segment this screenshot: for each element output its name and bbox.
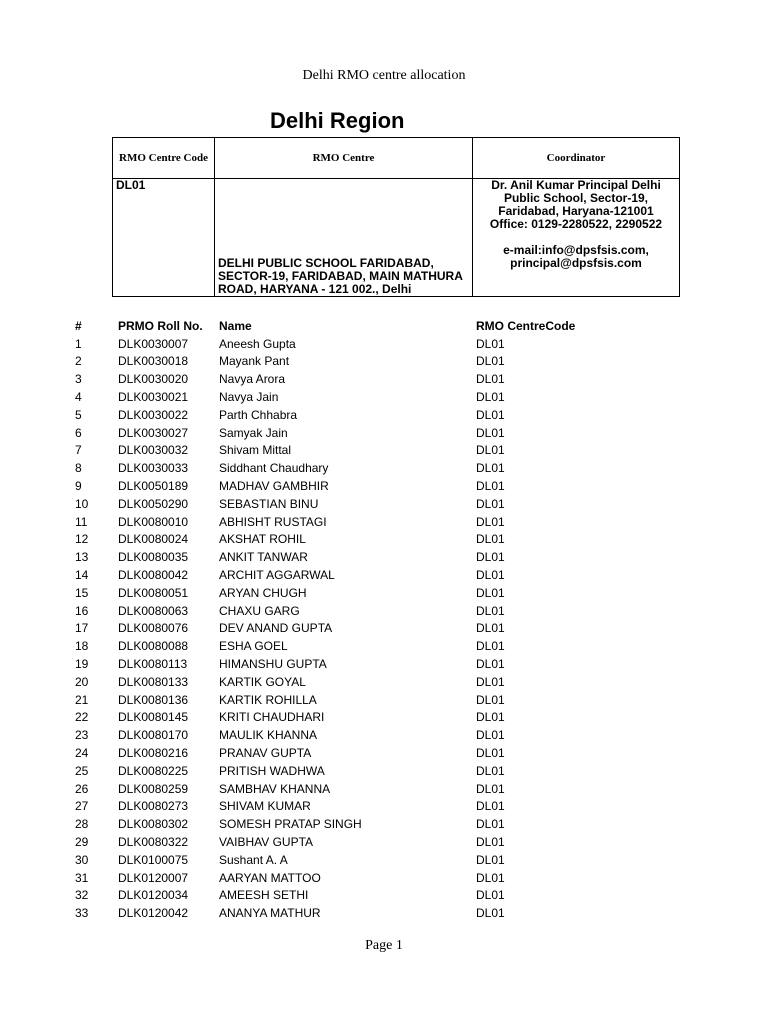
row-number: 7 xyxy=(75,443,82,458)
row-number: 11 xyxy=(75,514,88,529)
centre-code-cell: DL01 xyxy=(476,407,505,422)
centre-code-cell: DL01 xyxy=(476,674,505,689)
roll-number: DLK0080010 xyxy=(118,514,189,529)
centre-code-cell: DL01 xyxy=(476,781,505,796)
coordinator-details xyxy=(473,179,680,297)
centre-code-cell: DL01 xyxy=(476,888,505,903)
roll-number: DLK0030007 xyxy=(118,336,189,351)
header-centre: RMO Centre xyxy=(215,138,473,179)
coordinator-email: e-mail:info@dpsfsis.com, xyxy=(503,243,649,257)
student-table xyxy=(72,317,616,922)
roll-number: DLK0120034 xyxy=(118,888,189,903)
coordinator-line: Public School, Sector-19, xyxy=(503,191,649,205)
table-row xyxy=(72,780,616,798)
row-number: 20 xyxy=(75,674,89,689)
centre-code-cell: DL01 xyxy=(476,568,505,583)
row-number: 27 xyxy=(75,799,89,814)
student-name: Mayank Pant xyxy=(219,354,290,369)
col-header-name: Name xyxy=(219,318,252,333)
centre-code: DL01 xyxy=(113,179,215,297)
region-title: Delhi Region xyxy=(270,108,405,133)
student-name: PRANAV GUPTA xyxy=(219,746,312,761)
col-header-centre-code: RMO CentreCode xyxy=(476,318,576,333)
row-number: 28 xyxy=(75,817,89,832)
table-row xyxy=(72,602,616,620)
coordinator-line: Faridabad, Haryana-121001 xyxy=(498,204,654,218)
row-number: 16 xyxy=(75,603,89,618)
row-number: 26 xyxy=(75,781,89,796)
row-number: 24 xyxy=(75,746,89,761)
student-name: SOMESH PRATAP SINGH xyxy=(219,817,362,832)
table-row xyxy=(72,531,616,549)
col-header-roll: PRMO Roll No. xyxy=(118,318,203,333)
student-name: ABHISHT RUSTAGI xyxy=(219,514,327,529)
student-name: ARCHIT AGGARWAL xyxy=(219,568,335,583)
centre-code-cell: DL01 xyxy=(476,621,505,636)
row-number: 13 xyxy=(75,550,89,565)
roll-number: DLK0080225 xyxy=(118,763,189,778)
student-name: MAULIK KHANNA xyxy=(219,728,318,743)
centre-code-cell: DL01 xyxy=(476,906,505,921)
table-row xyxy=(72,548,616,566)
centre-code-cell: DL01 xyxy=(476,835,505,849)
student-name: KARTIK ROHILLA xyxy=(219,692,317,707)
roll-number: DLK0100075 xyxy=(118,852,189,867)
student-name: AMEESH SETHI xyxy=(219,888,309,903)
row-number: 9 xyxy=(75,479,82,494)
student-name: SEBASTIAN BINU xyxy=(219,496,319,511)
roll-number: DLK0080170 xyxy=(118,728,189,743)
centre-code-cell: DL01 xyxy=(476,746,505,761)
table-row xyxy=(72,726,616,744)
table-row xyxy=(72,477,616,495)
roll-number: DLK0080035 xyxy=(118,550,189,565)
table-row xyxy=(72,655,616,673)
centre-code-cell: DL01 xyxy=(476,692,505,707)
student-name: KRITI CHAUDHARI xyxy=(219,710,325,725)
student-name: ANKIT TANWAR xyxy=(219,550,308,565)
roll-number: DLK0080136 xyxy=(118,692,189,707)
table-row xyxy=(72,353,616,371)
student-name: ARYAN CHUGH xyxy=(219,585,307,600)
student-name: VAIBHAV GUPTA xyxy=(219,835,314,849)
roll-number: DLK0030027 xyxy=(118,425,189,440)
centre-code-cell: DL01 xyxy=(476,390,505,405)
row-number: 6 xyxy=(75,425,82,440)
centre-code-cell: DL01 xyxy=(476,479,505,494)
roll-number: DLK0080063 xyxy=(118,603,189,618)
centre-code-cell: DL01 xyxy=(476,354,505,369)
roll-number: DLK0080145 xyxy=(118,710,189,725)
centre-code-cell: DL01 xyxy=(476,514,505,529)
col-header-number: # xyxy=(75,318,82,333)
student-name: HIMANSHU GUPTA xyxy=(219,657,327,672)
table-row xyxy=(72,620,616,638)
roll-number: DLK0080302 xyxy=(118,817,189,832)
roll-number: DLK0080042 xyxy=(118,568,189,583)
centre-code-cell: DL01 xyxy=(476,336,505,351)
centre-name: DELHI PUBLIC SCHOOL FARIDABAD, SECTOR-19, FARIDABAD, MAIN MATHURA ROAD, HARYANA - 121 002., Delhi xyxy=(215,179,473,297)
centre-code-cell: DL01 xyxy=(476,550,505,565)
table-row xyxy=(72,887,616,905)
centre-code-cell: DL01 xyxy=(476,817,505,832)
student-rows xyxy=(72,335,616,922)
row-number: 1 xyxy=(75,336,82,351)
page-header: Delhi RMO centre allocation xyxy=(302,68,466,83)
centre-code-cell: DL01 xyxy=(476,372,505,387)
centre-code-cell: DL01 xyxy=(476,461,505,476)
centre-code-cell: DL01 xyxy=(476,710,505,725)
row-number: 32 xyxy=(75,888,89,903)
header-coordinator: Coordinator xyxy=(473,138,680,179)
row-number: 30 xyxy=(75,852,89,867)
student-name: KARTIK GOYAL xyxy=(219,674,306,689)
centre-code-cell: DL01 xyxy=(476,639,505,654)
student-name: Siddhant Chaudhary xyxy=(219,461,329,476)
roll-number: DLK0080051 xyxy=(118,585,189,600)
student-name: SAMBHAV KHANNA xyxy=(219,781,331,796)
table-row xyxy=(72,637,616,655)
centre-info-table xyxy=(112,137,680,297)
roll-number: DLK0120007 xyxy=(118,870,189,885)
table-row xyxy=(72,406,616,424)
roll-number: DLK0030018 xyxy=(118,354,189,369)
centre-code-cell: DL01 xyxy=(476,852,505,867)
coordinator-email: principal@dpsfsis.com xyxy=(510,256,642,270)
roll-number: DLK0080088 xyxy=(118,639,189,654)
table-row xyxy=(72,869,616,887)
coordinator-line: Office: 0129-2280522, 2290522 xyxy=(489,217,663,231)
row-number: 23 xyxy=(75,728,89,743)
centre-code-cell: DL01 xyxy=(476,870,505,885)
table-row xyxy=(72,798,616,816)
student-name: Navya Arora xyxy=(219,372,286,387)
roll-number: DLK0080273 xyxy=(118,799,189,814)
table-row xyxy=(72,566,616,584)
student-name: Shivam Mittal xyxy=(219,443,292,458)
student-name: Parth Chhabra xyxy=(219,407,298,422)
table-row xyxy=(72,904,616,922)
row-number: 10 xyxy=(75,496,89,511)
row-number: 2 xyxy=(75,354,82,369)
page-footer: Page 1 xyxy=(365,938,403,953)
roll-number: DLK0080322 xyxy=(118,835,189,849)
table-row xyxy=(72,459,616,477)
student-name: ANANYA MATHUR xyxy=(219,906,321,921)
table-row xyxy=(72,424,616,442)
row-number: 22 xyxy=(75,710,89,725)
centre-code-cell: DL01 xyxy=(476,603,505,618)
row-number: 17 xyxy=(75,621,89,636)
student-name: AARYAN MATTOO xyxy=(219,870,321,885)
roll-number: DLK0080133 xyxy=(118,674,189,689)
row-number: 33 xyxy=(75,906,89,921)
centre-code-cell: DL01 xyxy=(476,657,505,672)
table-row xyxy=(72,833,616,851)
student-name: Sushant A. A xyxy=(219,852,288,867)
table-row xyxy=(72,673,616,691)
centre-code-cell: DL01 xyxy=(476,443,505,458)
roll-number: DLK0050189 xyxy=(118,479,189,494)
row-number: 4 xyxy=(75,390,82,405)
student-name: DEV ANAND GUPTA xyxy=(219,621,333,636)
roll-number: DLK0030021 xyxy=(118,390,189,405)
table-row xyxy=(72,370,616,388)
student-name: MADHAV GAMBHIR xyxy=(219,479,329,494)
centre-code-cell: DL01 xyxy=(476,799,505,814)
student-table-header xyxy=(72,317,616,335)
table-row xyxy=(72,584,616,602)
student-name: PRITISH WADHWA xyxy=(219,763,325,778)
roll-number: DLK0080076 xyxy=(118,621,189,636)
roll-number: DLK0080216 xyxy=(118,746,189,761)
row-number: 18 xyxy=(75,639,89,654)
roll-number: DLK0120042 xyxy=(118,906,189,921)
roll-number: DLK0030020 xyxy=(118,372,189,387)
table-row xyxy=(72,815,616,833)
row-number: 19 xyxy=(75,657,89,672)
table-row xyxy=(72,388,616,406)
row-number: 25 xyxy=(75,763,89,778)
row-number: 15 xyxy=(75,585,89,600)
roll-number: DLK0080259 xyxy=(118,781,189,796)
table-row xyxy=(72,851,616,869)
student-name: Aneesh Gupta xyxy=(219,336,296,351)
table-row xyxy=(72,744,616,762)
centre-code-cell: DL01 xyxy=(476,585,505,600)
roll-number: DLK0030022 xyxy=(118,407,189,422)
row-number: 8 xyxy=(75,461,82,476)
table-row xyxy=(72,335,616,353)
table-row xyxy=(72,691,616,709)
row-number: 29 xyxy=(75,835,89,849)
header-centre-code: RMO Centre Code xyxy=(113,138,215,179)
row-number: 5 xyxy=(75,407,82,422)
roll-number: DLK0050290 xyxy=(118,496,189,511)
table-row xyxy=(72,762,616,780)
row-number: 14 xyxy=(75,568,89,583)
roll-number: DLK0030032 xyxy=(118,443,189,458)
table-row xyxy=(72,495,616,513)
row-number: 12 xyxy=(75,532,89,547)
student-name: Navya Jain xyxy=(219,390,279,405)
student-name: ESHA GOEL xyxy=(219,639,288,654)
student-name: CHAXU GARG xyxy=(219,603,300,618)
row-number: 31 xyxy=(75,870,89,885)
row-number: 3 xyxy=(75,372,82,387)
student-name: AKSHAT ROHIL xyxy=(219,532,306,547)
centre-code-cell: DL01 xyxy=(476,496,505,511)
coordinator-line: Dr. Anil Kumar Principal Delhi xyxy=(491,178,661,192)
centre-code-cell: DL01 xyxy=(476,532,505,547)
table-row xyxy=(72,513,616,531)
centre-code-cell: DL01 xyxy=(476,728,505,743)
table-row xyxy=(72,442,616,460)
centre-code-cell: DL01 xyxy=(476,763,505,778)
student-name: Samyak Jain xyxy=(219,425,288,440)
roll-number: DLK0030033 xyxy=(118,461,189,476)
student-name: SHIVAM KUMAR xyxy=(219,799,311,814)
row-number: 21 xyxy=(75,692,89,707)
centre-code-cell: DL01 xyxy=(476,425,505,440)
table-row xyxy=(72,709,616,727)
roll-number: DLK0080113 xyxy=(118,657,188,672)
roll-number: DLK0080024 xyxy=(118,532,189,547)
